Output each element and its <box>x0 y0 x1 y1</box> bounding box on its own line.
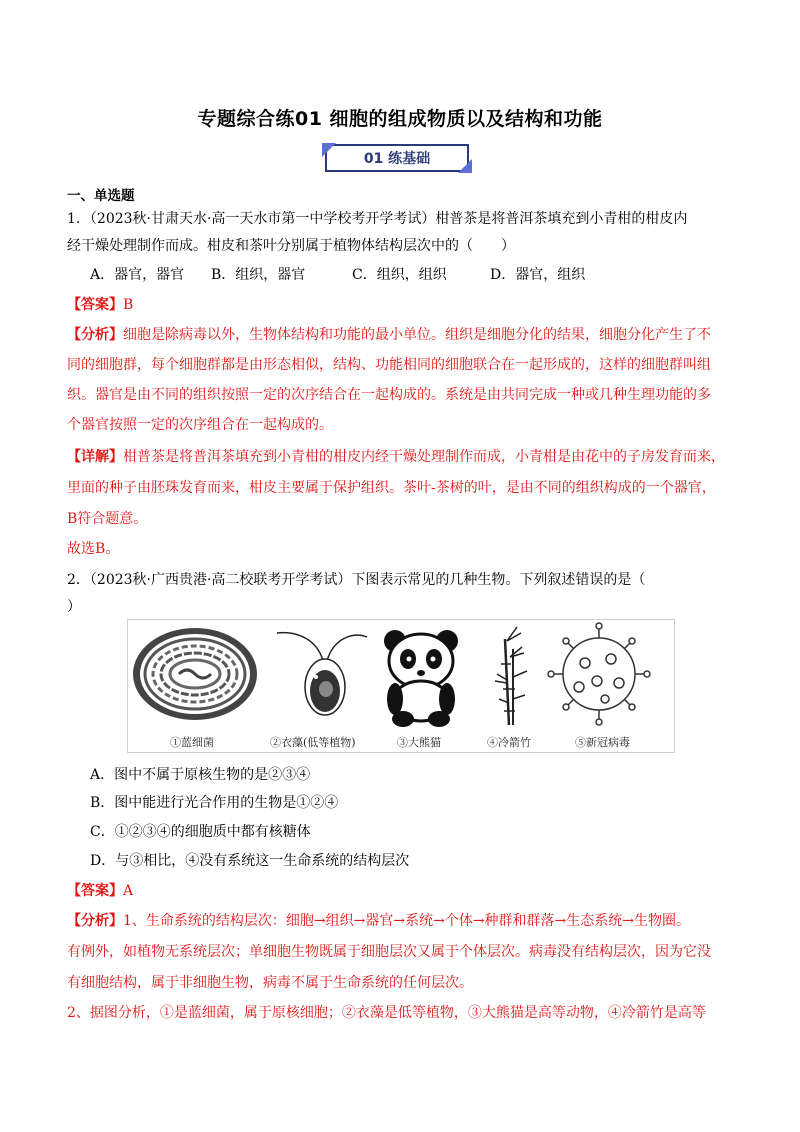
page-title: 专题综合练01 细胞的组成物质以及结构和功能 <box>197 108 603 130</box>
figure-caption-2: ②衣藻(低等植物) <box>270 736 356 749</box>
q2-analysis-line1 <box>67 910 690 930</box>
q2-analysis-line3: 有细胞结构，属于非细胞生物，病毒不属于生命系统的任何层次。 <box>67 975 473 991</box>
analysis-text: 1、生命系统的结构层次：细胞→组织→器官→系统→个体→种群和群落→生态系统→生物圈。 <box>123 913 691 929</box>
q2-option-b: B．图中能进行光合作用的生物是①②④ <box>90 795 339 811</box>
q1-detail-line2: 里面的种子由胚珠发育而来，柑皮主要属于保护组织。茶叶-茶树的叶，是由不同的组织构成的一个器官， <box>67 480 716 496</box>
q2-stem-line1: 2．（2023秋·广西贵港·高二校联考开学考试）下图表示常见的几种生物。下列叙述错误的是（ <box>67 572 646 588</box>
q1-stem-line1: 1．（2023秋·甘肃天水·高一天水市第一中学校考开学考试）柑普茶是将普洱茶填充到小青柑的柑皮内 <box>67 211 688 227</box>
answer-value: B <box>123 297 134 313</box>
q2-analysis-line2: 有例外，如植物无系统层次；单细胞生物既属于细胞层次又属于个体层次。病毒没有结构层次，因为它没 <box>67 944 711 960</box>
q1-option-b: B．组织，器官 <box>211 267 306 283</box>
q1-analysis-line1 <box>67 324 711 344</box>
q2-stem-line2: ） <box>67 599 81 615</box>
figure-caption-3: ③大熊猫 <box>397 736 441 749</box>
analysis-tag: 【分析】 <box>67 913 123 929</box>
q1-analysis-line4: 个器官按照一定的次序组合在一起构成的。 <box>67 417 333 433</box>
cyanobacteria-illustration <box>133 628 257 720</box>
coronavirus-illustration <box>548 623 650 725</box>
q1-answer <box>67 294 133 314</box>
q1-conclusion: 故选B。 <box>67 541 120 557</box>
q2-option-d: D．与③相比，④没有系统这一生命系统的结构层次 <box>90 853 410 869</box>
q2-answer <box>67 880 133 900</box>
panda-illustration <box>384 630 458 727</box>
answer-tag: 【答案】 <box>67 883 123 899</box>
detail-text: 柑普茶是将普洱茶填充到小青柑的柑皮内经干燥处理制作而成，小青柑是由花中的子房发育而来， <box>123 449 725 465</box>
q2-option-c: C．①②③④的细胞质中都有核糖体 <box>90 824 311 840</box>
q1-option-c: C．组织，组织 <box>352 267 447 283</box>
analysis-tag: 【分析】 <box>67 327 123 343</box>
answer-tag: 【答案】 <box>67 297 123 313</box>
badge-label: 01 练基础 <box>363 151 431 167</box>
q1-analysis-line3: 织。器官是由不同的组织按照一定的次序结合在一起构成的。系统是由共同完成一种或几种生理功能的多 <box>67 387 711 403</box>
q1-option-a: A．器官，器官 <box>90 267 185 283</box>
detail-tag: 【详解】 <box>67 449 123 465</box>
figure-caption-4: ④冷箭竹 <box>487 736 531 749</box>
section-heading: 一、单选题 <box>67 188 135 204</box>
q2-option-a: A．图中不属于原核生物的是②③④ <box>90 767 311 783</box>
figure-caption-1: ①蓝细菌 <box>170 736 214 749</box>
q1-option-d: D．器官，组织 <box>490 267 586 283</box>
q1-stem-line2: 经干燥处理制作而成。柑皮和茶叶分别属于植物体结构层次中的（ ） <box>67 238 515 254</box>
chlamydomonas-illustration <box>277 633 367 715</box>
answer-value: A <box>123 883 134 899</box>
bamboo-illustration <box>495 627 527 725</box>
q1-analysis-line2: 同的细胞群，每个细胞群都是由形态相似，结构、功能相同的细胞联合在一起形成的，这样的细胞群叫组 <box>67 357 711 373</box>
q2-analysis-line4: 2、据图分析，①是蓝细菌，属于原核细胞；②衣藻是低等植物，③大熊猫是高等动物，④冷箭竹是高等 <box>67 1005 706 1021</box>
q1-detail-line1 <box>67 446 725 466</box>
figure-illustrations <box>127 619 673 731</box>
q1-detail-line3: B符合题意。 <box>67 511 148 527</box>
analysis-text: 细胞是除病毒以外，生物体结构和功能的最小单位。组织是细胞分化的结果，细胞分化产生了不 <box>123 327 711 343</box>
figure-caption-5: ⑤新冠病毒 <box>575 736 630 749</box>
